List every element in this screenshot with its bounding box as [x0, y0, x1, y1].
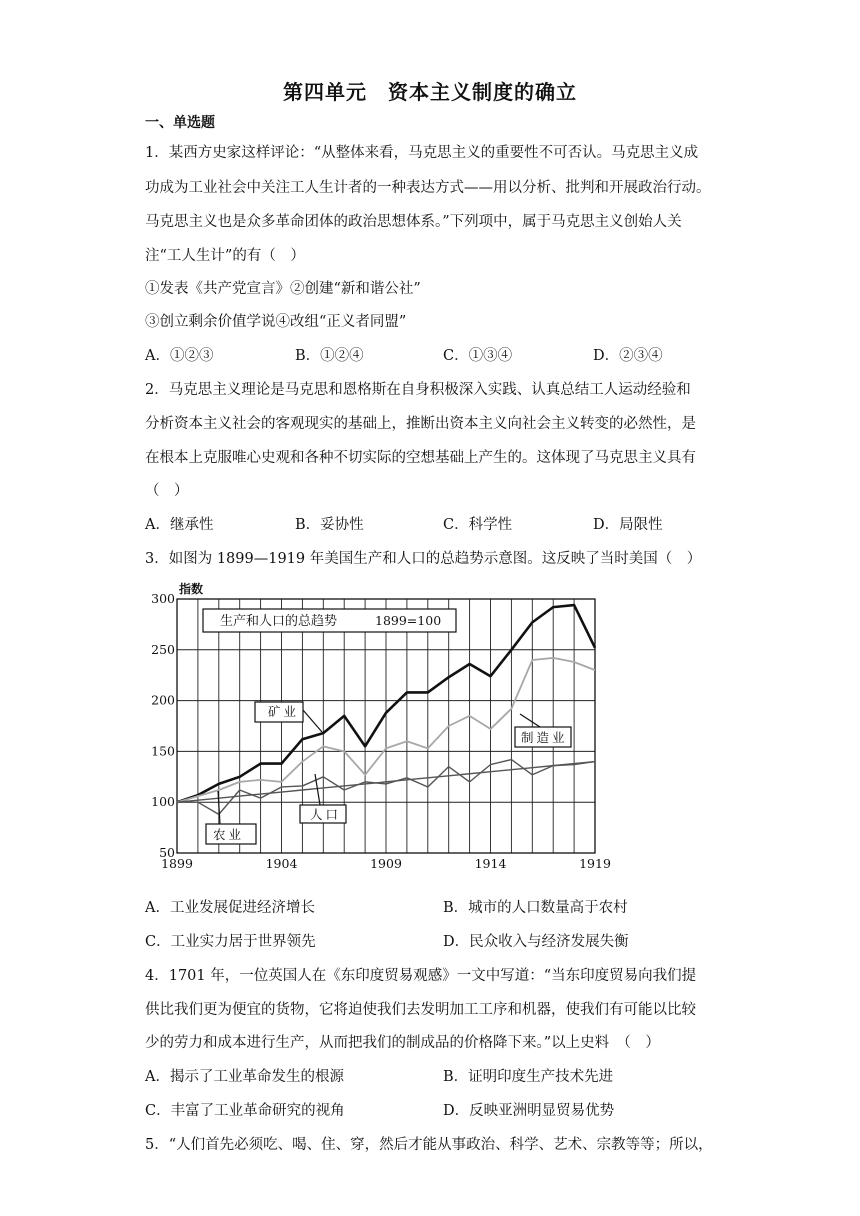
q1-statement-1: ①发表《共产党宣言》②创建“新和谐公社”: [145, 281, 421, 297]
q1-line-3: 马克思主义也是众多革命团体的政治思想体系。”下列项中，属于马克思主义创始人关: [145, 214, 682, 230]
series-label: 制造业: [521, 730, 568, 745]
q3-option-d[interactable]: D．民众收入与经济发展失衡: [443, 934, 629, 950]
q1-option-a[interactable]: A．①②③: [145, 348, 214, 364]
series-label: 人口: [310, 807, 342, 822]
q4-option-a[interactable]: A．揭示了工业革命发生的根源: [145, 1069, 344, 1085]
q3-option-b[interactable]: B．城市的人口数量高于农村: [443, 900, 628, 916]
chart-title: 生产和人口的总趋势: [220, 614, 338, 629]
section-heading: 一、单选题: [145, 115, 215, 131]
q2-line-4: （ ）: [145, 483, 189, 499]
q1-option-b[interactable]: B．①②④: [295, 348, 364, 364]
q2-option-d[interactable]: D．局限性: [593, 517, 663, 533]
page-title: 第四单元 资本主义制度的确立: [283, 80, 577, 104]
q2-option-a[interactable]: A．继承性: [145, 517, 214, 533]
q1-line-2: 功成为工业社会中关注工人生计者的一种表达方式——用以分析、批判和开展政治行动。: [145, 180, 711, 196]
q4-line-3: 少的劳力和成本进行生产，从而把我们的制成品的价格降下来。”以上史料 （ ）: [145, 1035, 660, 1051]
q4-option-c[interactable]: C．丰富了工业革命研究的视角: [145, 1103, 345, 1119]
x-tick-label: 1919: [579, 856, 611, 871]
chart-grid: [177, 599, 595, 853]
x-tick-label: 1914: [474, 856, 507, 871]
q1-statement-2: ③创立剩余价值学说④改组“正义者同盟”: [145, 314, 407, 330]
q4-option-b[interactable]: B．证明印度生产技术先进: [443, 1069, 614, 1085]
q2-option-c[interactable]: C．科学性: [443, 517, 513, 533]
y-tick-label: 100: [151, 794, 175, 810]
q4-option-d[interactable]: D．反映亚洲明显贸易优势: [443, 1103, 615, 1119]
x-tick-label: 1909: [370, 856, 402, 871]
callout-line: [303, 710, 322, 732]
y-tick-label: 50: [159, 845, 175, 860]
y-tick-label: 300: [151, 591, 175, 606]
y-tick-label: 250: [151, 641, 175, 657]
q1-line-1: 1．某西方史家这样评论：“从整体来看，马克思主义的重要性不可否认。马克思主义成: [145, 145, 699, 161]
q3-line-1: 3．如图为 1899—1919 年美国生产和人口的总趋势示意图。这反映了当时美国（ ）: [145, 551, 702, 567]
q2-line-3: 在根本上克服唯心史观和各种不切实际的空想基础上产生的。这体现了马克思主义具有: [145, 450, 696, 466]
q4-line-2: 供比我们更为便宜的货物，它将迫使我们去发明加工工序和机器，使我们有可能以比较: [145, 1002, 696, 1018]
x-tick-label: 1899: [161, 856, 193, 871]
y-tick-label: 200: [151, 692, 175, 708]
q2-line-1: 2．马克思主义理论是马克思和恩格斯在自身积极深入实践、认真总结工人运动经验和: [145, 382, 691, 398]
q1-option-c[interactable]: C．①③④: [443, 348, 513, 364]
q1-line-4: 注“工人生计”的有（ ）: [145, 248, 305, 264]
chart-base-note: 1899=100: [375, 613, 442, 628]
y-tick-label: 150: [151, 743, 175, 759]
q1-option-d[interactable]: D．②③④: [593, 348, 663, 364]
q4-line-1: 4．1701 年，一位英国人在《东印度贸易观感》一文中写道：“当东印度贸易向我们提: [145, 968, 697, 984]
q2-line-2: 分析资本主义社会的客观现实的基础上，推断出资本主义向社会主义转变的必然性，是: [145, 416, 696, 432]
x-tick-label: 1904: [265, 856, 298, 871]
production-population-chart: [151, 578, 620, 878]
series-label: 矿业: [268, 704, 300, 719]
q2-option-b[interactable]: B．妥协性: [295, 517, 364, 533]
callout-line: [520, 714, 540, 727]
y-axis-label: 指数: [179, 582, 204, 596]
q5-line-1: 5．“人们首先必须吃、喝、住、穿，然后才能从事政治、科学、艺术、宗教等等；所以，: [145, 1137, 713, 1153]
series-label: 农业: [213, 827, 245, 842]
q3-option-a[interactable]: A．工业发展促进经济增长: [145, 900, 315, 916]
q3-option-c[interactable]: C．工业实力居于世界领先: [145, 934, 316, 950]
